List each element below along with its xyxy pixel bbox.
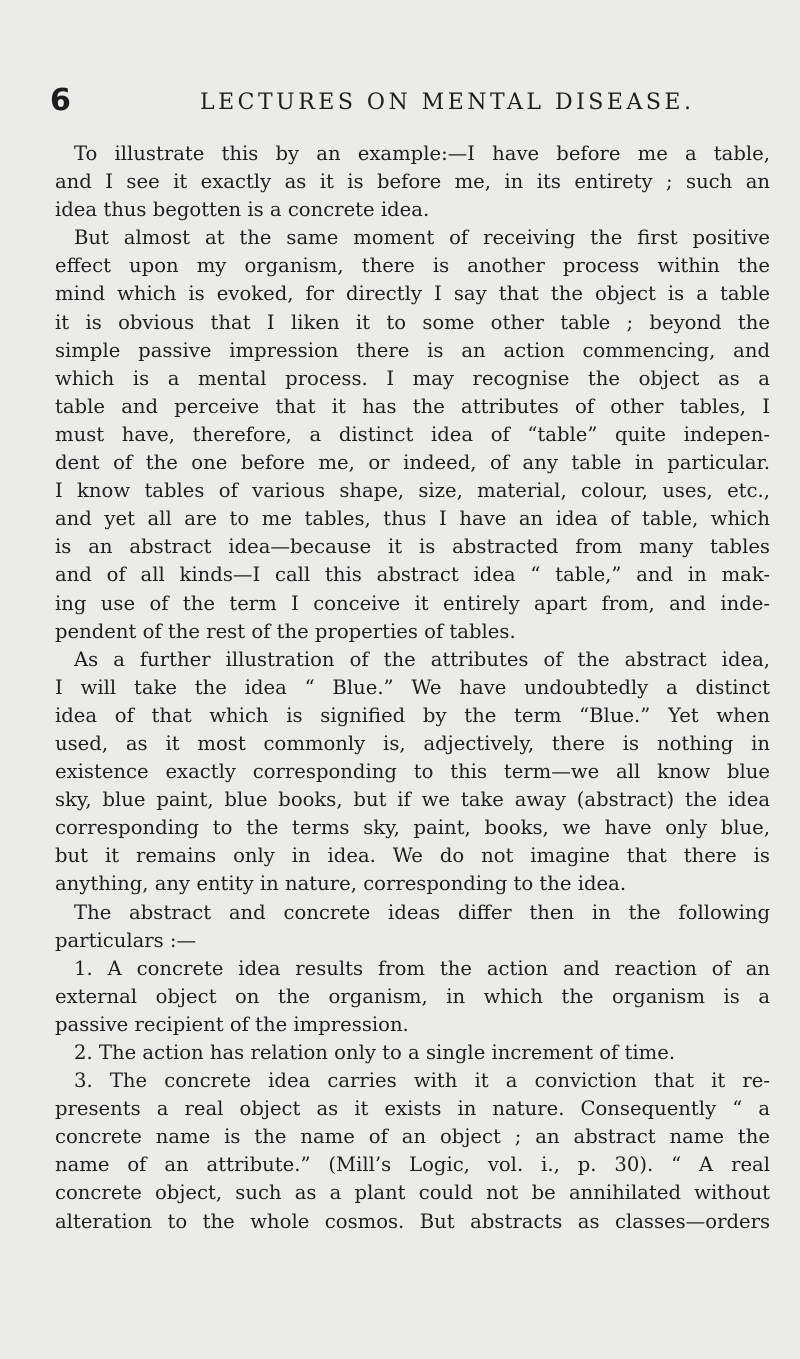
text-line: simple passive impression there is an action commencing, and xyxy=(55,338,770,362)
text-line: presents a real object as it exists in nature. Consequently “ a xyxy=(55,1097,770,1121)
text-line: used, as it most commonly is, adjectively, there is nothing in xyxy=(55,731,770,755)
page-number: 6 xyxy=(50,83,71,118)
text-line: 1. A concrete idea results from the action and reaction of an xyxy=(74,956,770,980)
text-line: existence exactly corresponding to this term—we all know blue xyxy=(55,760,770,784)
text-line: and of all kinds—I call this abstract idea “ table,” and in mak- xyxy=(55,563,770,587)
text-line: concrete object, such as a plant could not be annihilated without xyxy=(55,1181,770,1205)
page-header xyxy=(50,84,790,124)
text-line: To illustrate this by an example:—I have before me a table, xyxy=(74,142,770,165)
text-line: but it remains only in idea. We do not imagine that there is xyxy=(55,844,770,868)
running-head: LECTURES ON MENTAL DISEASE. xyxy=(200,90,695,115)
text-line: anything, any entity in nature, corresponding to the idea. xyxy=(55,872,627,896)
text-line: external object on the organism, in which the organism is a xyxy=(55,984,770,1008)
text-line: The abstract and concrete ideas differ then in the following xyxy=(74,900,770,924)
text-line: table and perceive that it has the attributes of other tables, I xyxy=(55,394,770,418)
text-line: As a further illustration of the attributes of the abstract idea, xyxy=(74,647,770,671)
text-line: pendent of the rest of the properties of tables. xyxy=(55,619,516,643)
text-line: passive recipient of the impression. xyxy=(55,1012,409,1036)
text-line: idea thus begotten is a concrete idea. xyxy=(55,198,430,222)
text-line: alteration to the whole cosmos. But abstracts as classes—orders xyxy=(55,1209,770,1233)
text-line: idea of that which is signified by the term “Blue.” Yet when xyxy=(55,703,770,727)
text-line: I know tables of various shape, size, material, colour, uses, etc., xyxy=(55,479,770,503)
text-line: which is a mental process. I may recognise the object as a xyxy=(55,366,770,390)
body-text xyxy=(55,140,770,1236)
text-line: 2. The action has relation only to a single increment of time. xyxy=(74,1041,676,1064)
text-line: is an abstract idea—because it is abstracted from many tables xyxy=(55,535,770,559)
text-line: and yet all are to me tables, thus I have an idea of table, which xyxy=(55,507,770,531)
text-line: must have, therefore, a distinct idea of “table” quite indepen- xyxy=(55,422,770,446)
text-line: 3. The concrete idea carries with it a conviction that it re- xyxy=(74,1069,770,1093)
text-line: name of an attribute.” (Mill’s Logic, vol. i., p. 30). “ A real xyxy=(55,1153,770,1177)
text-line: and I see it exactly as it is before me, in its entirety ; such an xyxy=(55,170,770,194)
text-line: effect upon my organism, there is another process within the xyxy=(55,254,770,278)
text-line: I will take the idea “ Blue.” We have undoubtedly a distinct xyxy=(55,675,770,699)
text-line: But almost at the same moment of receiving the first positive xyxy=(74,226,770,250)
text-line: particulars :— xyxy=(55,928,197,952)
text-line: corresponding to the terms sky, paint, books, we have only blue, xyxy=(55,816,770,840)
text-line: it is obvious that I liken it to some other table ; beyond the xyxy=(55,310,770,334)
text-line: mind which is evoked, for directly I say that the object is a table xyxy=(55,282,770,306)
text-line: sky, blue paint, blue books, but if we take away (abstract) the idea xyxy=(55,788,770,812)
text-line: ing use of the term I conceive it entirely apart from, and inde- xyxy=(55,591,770,615)
text-line: concrete name is the name of an object ; an abstract name the xyxy=(55,1125,770,1149)
text-line: dent of the one before me, or indeed, of any table in particular. xyxy=(55,451,770,475)
